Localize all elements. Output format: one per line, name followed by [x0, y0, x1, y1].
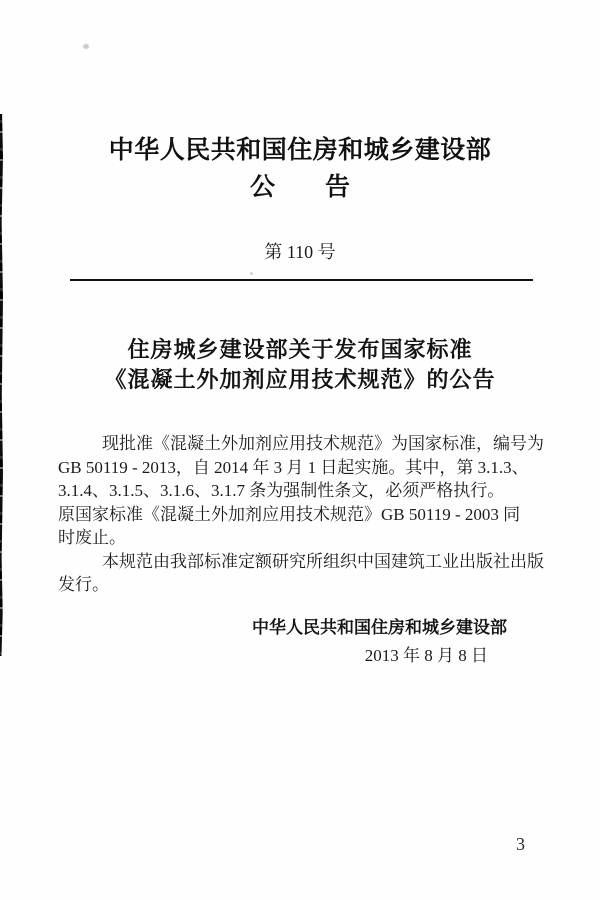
signature-ministry-name: 中华人民共和国住房和城乡建设部: [252, 618, 507, 637]
ministry-header-title: 中华人民共和国住房和城乡建设部: [108, 136, 492, 164]
body-paragraph2-line: 发行。: [58, 575, 109, 594]
notice-title-line1: 住房城乡建设部关于发布国家标准: [127, 337, 473, 362]
body-paragraph2-line: 本规范由我部标准定额研究所组织中国建筑工业出版社出版: [102, 551, 544, 571]
scan-speck: [250, 272, 253, 275]
body-paragraph1-line: GB 50119 - 2013，自 2014 年 3 月 1 日起实施。其中，第 3.1.3、: [58, 457, 529, 477]
body-paragraph1-line: 现批准《混凝土外加剂应用技术规范》为国家标准，编号为: [102, 434, 544, 453]
notice-title: [0, 335, 600, 395]
scan-speck: [83, 44, 89, 49]
notice-title-line2: 《混凝土外加剂应用技术规范》的公告: [104, 367, 496, 392]
page-number: 3: [516, 834, 525, 854]
body-paragraph1-line: 时废止。: [58, 528, 126, 547]
body-paragraph1-line: 原国家标准《混凝土外加剂应用技术规范》GB 50119 - 2003 同: [58, 504, 521, 524]
body-paragraph1-line: 3.1.4、3.1.5、3.1.6、3.1.7 条为强制性条文，必须严格执行。: [58, 481, 505, 500]
header-divider-rule: [70, 279, 533, 281]
announcement-heading: 公 告: [249, 173, 350, 201]
signature-date: 2013 年 8 月 8 日: [364, 646, 488, 665]
notice-body: [58, 432, 544, 597]
announcement-number: 第 110 号: [264, 242, 336, 262]
